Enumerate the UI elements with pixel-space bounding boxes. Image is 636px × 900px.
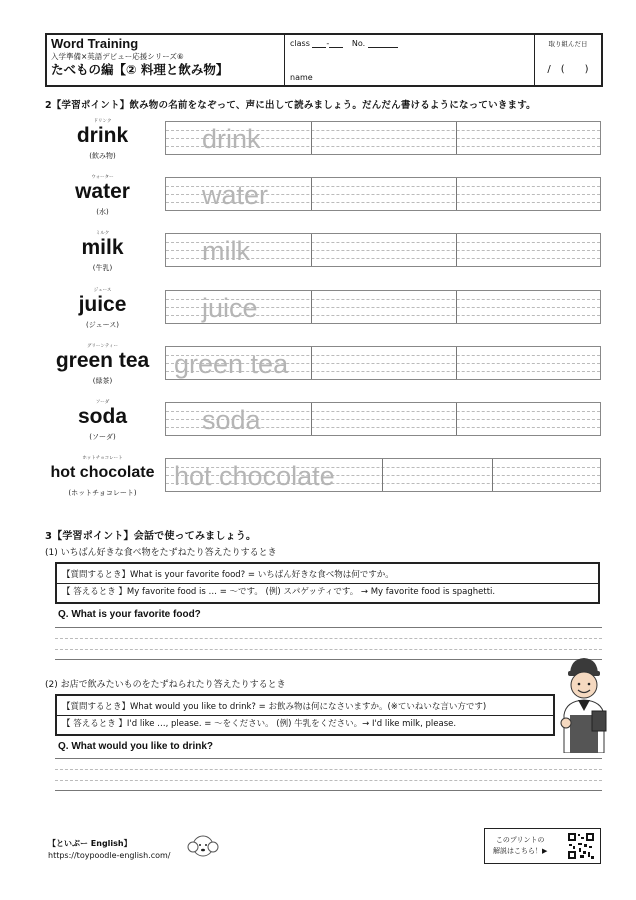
trace-text: green tea [174,349,289,379]
tracing-box[interactable] [165,233,601,267]
student-info-cell [285,35,535,85]
word-ruby: ウォーター [91,175,114,180]
qr-code-icon[interactable] [567,832,595,860]
part2-writing-lines[interactable] [55,758,602,791]
part1-box [55,562,600,604]
word-english: hot chocolate [50,464,155,481]
word-english: water [75,180,130,203]
worksheet-title: Word Training [51,36,139,51]
footer-url[interactable]: https://toypoodle-english.com/ [48,851,171,860]
part2-box [55,694,555,736]
part1-writing-lines[interactable] [55,627,602,660]
trace-text: juice [202,293,258,323]
part1-question: Q. What is your favorite food? [58,609,201,620]
no-field[interactable] [368,39,398,48]
title-cell [47,35,285,85]
tracing-box[interactable] [165,177,601,211]
word-row [45,455,605,505]
word-row [45,118,605,168]
series-name: 入学準備×英語デビュー応援シリーズ⑥ [51,52,184,61]
tracing-box[interactable] [165,121,601,155]
word-ruby: ドリンク [93,119,112,124]
word-ruby: ミルク [95,231,110,236]
part2-question: Q. What would you like to drink? [58,741,213,752]
date-label: 取り組んだ日 [548,40,588,48]
word-japanese: (飲み物) [89,152,116,160]
trace-text: drink [202,124,261,154]
unit-title: たべもの編【② 料理と飲み物】 [51,62,229,77]
trace-text: milk [202,236,250,266]
waiter-illustration [556,653,612,753]
class-field[interactable] [312,39,326,48]
word-japanese: (ジュース) [86,321,119,329]
tracing-box[interactable] [165,290,601,324]
worksheet-header [45,33,603,87]
word-ruby: ソーダ [95,400,110,405]
part2-label: (2) お店で飲みたいものをたずねられたり答えたりするとき [45,680,286,690]
word-english: soda [77,405,127,428]
word-japanese: (緑茶) [92,377,113,385]
word-ruby: ホットチョコレート [82,456,123,461]
word-japanese: (ソーダ) [89,433,116,441]
word-row [45,399,605,449]
date-cell [535,35,601,85]
part1-label: (1) いちばん好きな食べ物をたずねたり答えたりするとき [45,548,277,558]
part1-answer: 【 答えるとき 】My favorite food is … = 〜です。 (例) スパゲッティです。 → My favorite food is spaghetti. [62,587,496,597]
word-ruby: ジュース [93,288,112,293]
word-english: green tea [55,349,150,372]
word-ruby: グリーンティー [86,344,119,349]
word-row [45,174,605,224]
word-japanese: (牛乳) [92,264,113,272]
tracing-box[interactable] [165,402,601,436]
word-row [45,343,605,393]
word-row [45,230,605,280]
part1-ask: 【質問するとき】What is your favorite food? = いちばん好きな食べ物は何ですか。 [62,570,394,580]
trace-text: hot chocolate [174,461,335,491]
class-label: class [290,39,310,48]
no-label: No. [351,39,366,48]
word-japanese: (ホットチョコレート) [68,489,137,497]
tracing-box[interactable] [165,458,601,492]
print-line1: このプリントの [495,836,545,844]
footer-brand: 【といぷー English】 [48,839,132,848]
trace-text: soda [202,405,261,435]
word-japanese: (水) [96,208,109,216]
print-line2: 解説はこちら！▶ [493,847,548,855]
explanation-link-box[interactable] [484,828,601,864]
class-dash: - [326,39,330,48]
word-english: juice [78,293,127,316]
section3-heading: 3【学習ポイント】会話で使ってみましょう。 [45,531,257,542]
word-english: drink [76,124,129,147]
class-field-2[interactable] [329,39,343,48]
name-label: name [290,73,313,82]
tracing-box[interactable] [165,346,601,380]
word-english: milk [81,236,124,259]
section2-heading: 2【学習ポイント】飲み物の名前をなぞって、声に出して読みましょう。だんだん書けるようになっていきます。 [45,100,536,111]
word-row [45,287,605,337]
date-field[interactable]: / ( ) [547,64,589,75]
part2-ask: 【質問するとき】What would you like to drink? = お飲み物は何になさいますか。(※ていねいな言い方です) [62,702,487,712]
poodle-logo [186,832,220,862]
trace-text: water [202,180,269,210]
part2-answer: 【 答えるとき 】I'd like …, please. = 〜をください。 (例) 牛乳をください。→ I'd like milk, please. [62,719,457,729]
